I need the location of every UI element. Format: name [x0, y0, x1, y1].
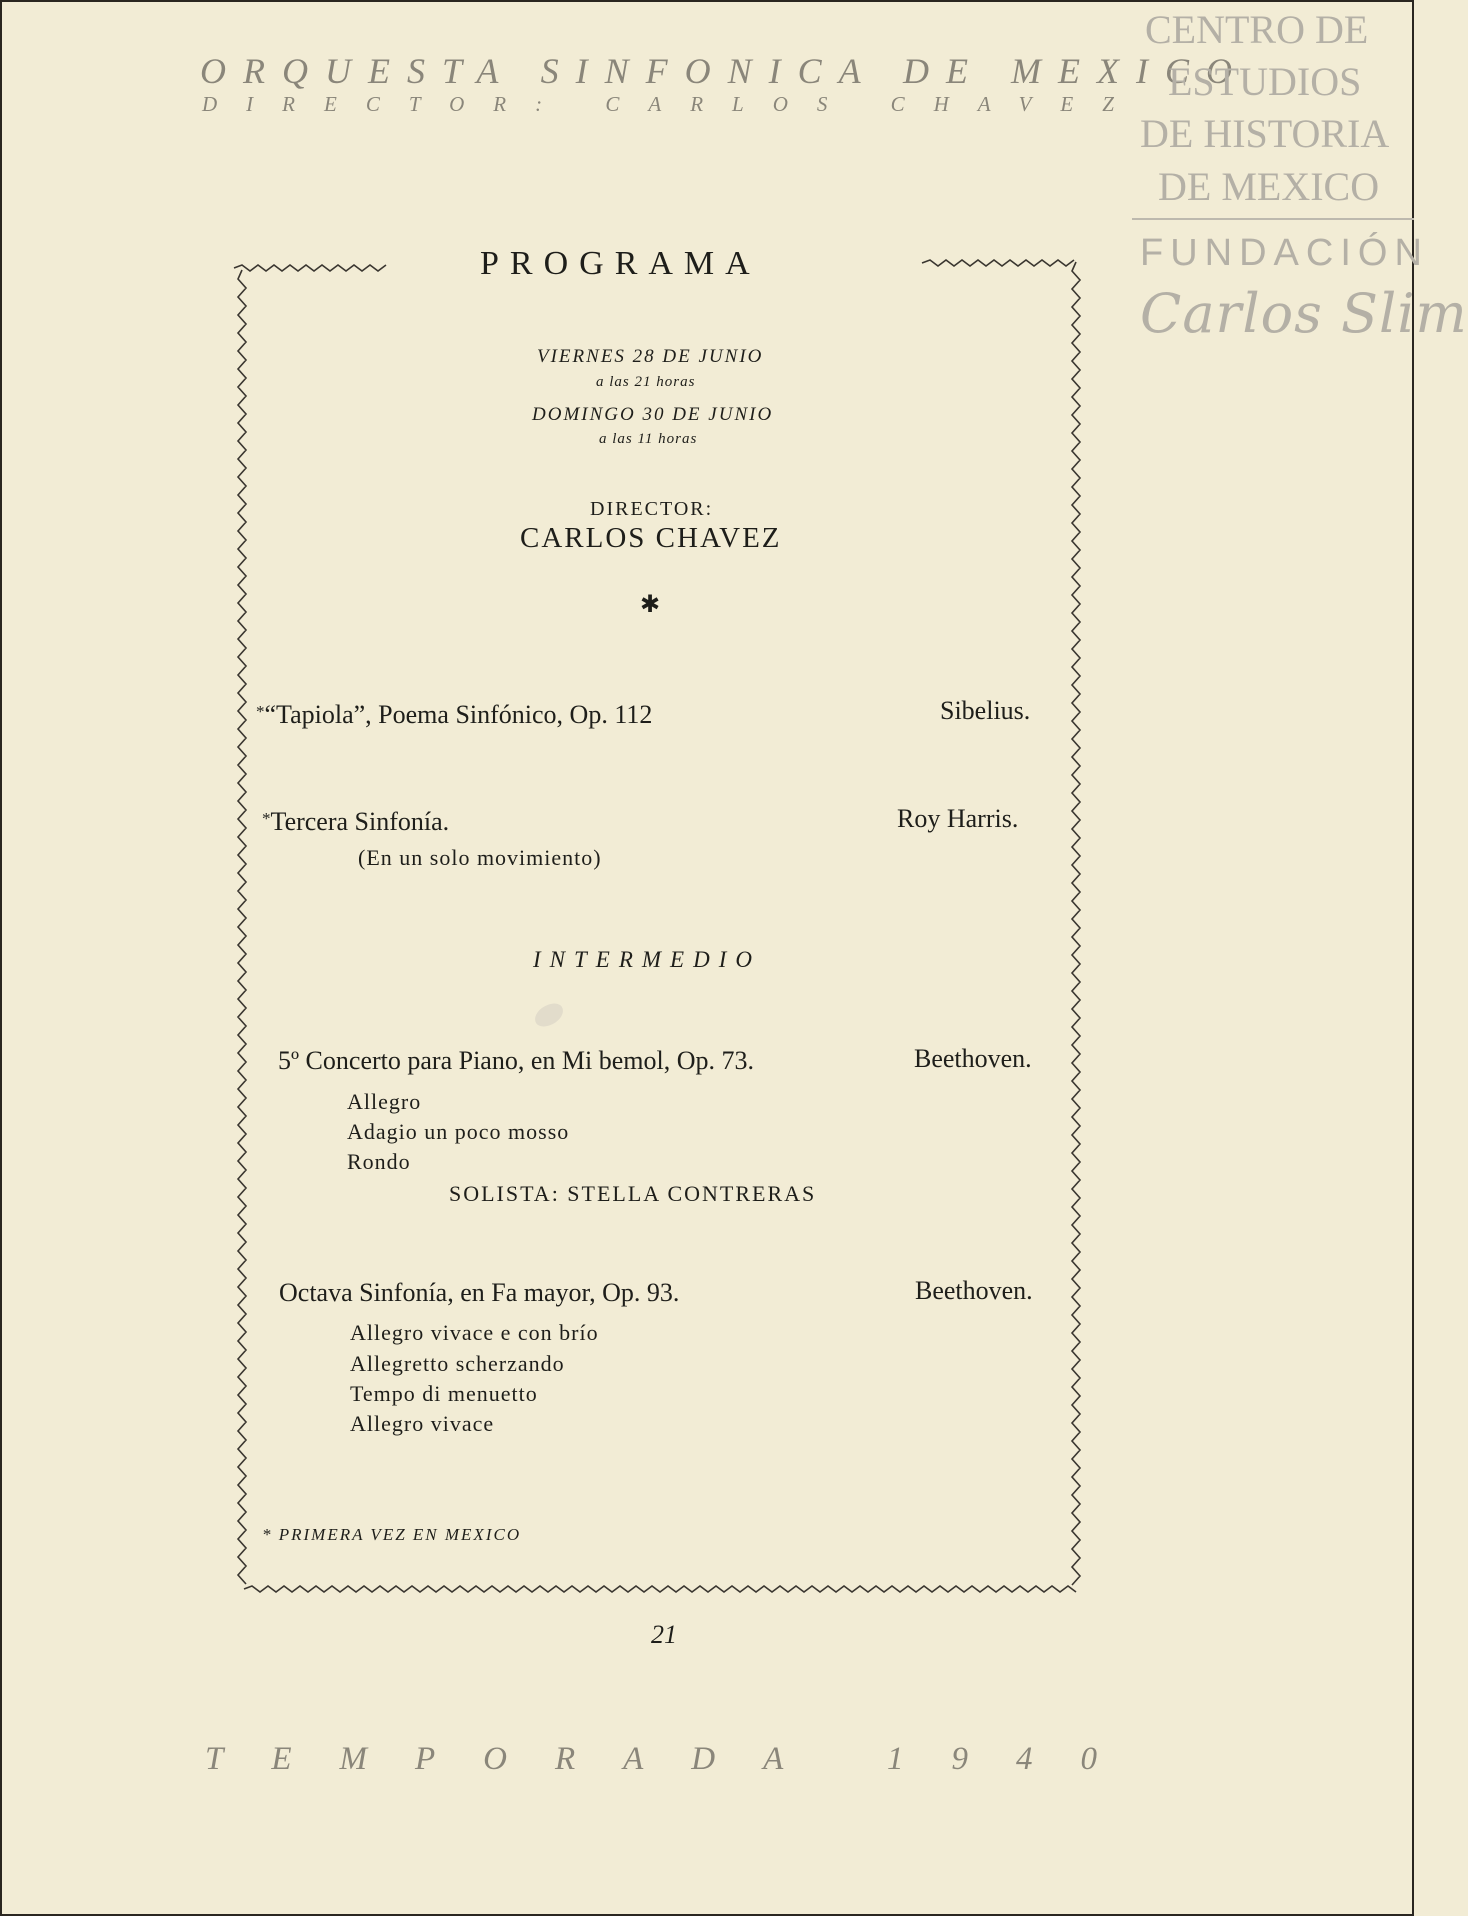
composer: Sibelius.	[940, 696, 1031, 725]
concert-date: VIERNES 28 DE JUNIO	[537, 346, 764, 367]
stamp-line: ESTUDIOS	[1168, 59, 1362, 104]
frame-right-squiggle	[1072, 262, 1080, 1585]
orchestra-title: ORQUESTA SINFONICA DE MEXICO	[200, 51, 1249, 91]
concert-time: a las 21 horas	[596, 374, 696, 390]
frame-left-squiggle	[238, 270, 246, 1584]
page-number: 21	[651, 1620, 677, 1649]
movement: Allegro	[347, 1089, 422, 1114]
movement: Allegro vivace	[350, 1411, 495, 1436]
movement: Tempo di menuetto	[350, 1381, 538, 1406]
stamp-line: DE MEXICO	[1158, 164, 1380, 209]
work-title-text: “Tapiola”, Poema Sinfónico, Op. 112	[264, 700, 653, 729]
work-title	[262, 807, 449, 837]
director-name: CARLOS CHAVEZ	[520, 522, 782, 554]
movement: Adagio un poco mosso	[347, 1119, 570, 1144]
movement: Allegretto scherzando	[350, 1351, 565, 1376]
work-title: Octava Sinfonía, en Fa mayor, Op. 93.	[279, 1278, 680, 1307]
premiere-mark: *	[256, 702, 265, 721]
work-title-text: Tercera Sinfonía.	[270, 807, 450, 836]
movement: Allegro vivace e con brío	[350, 1320, 599, 1345]
frame-top-right-squiggle	[922, 260, 1074, 266]
asterisk-ornament-icon: ✱	[640, 592, 661, 618]
season-footer: TEMPORADA 1940	[205, 1741, 1145, 1777]
soloist: SOLISTA: STELLA CONTRERAS	[449, 1181, 817, 1206]
movement: Rondo	[347, 1149, 411, 1174]
program-heading: PROGRAMA	[480, 245, 761, 282]
work-title: 5º Concerto para Piano, en Mi bemol, Op. 73.	[278, 1046, 754, 1075]
work-note: (En un solo movimiento)	[358, 845, 602, 870]
frame-top-left-squiggle	[234, 265, 386, 271]
stamp-line: DE HISTORIA	[1140, 111, 1390, 156]
intermission-label: INTERMEDIO	[533, 947, 761, 972]
premiere-footnote: * PRIMERA VEZ EN MEXICO	[262, 1525, 522, 1544]
concert-date: DOMINGO 30 DE JUNIO	[532, 404, 774, 425]
director-label: DIRECTOR:	[590, 498, 714, 520]
composer: Roy Harris.	[897, 804, 1019, 833]
composer: Beethoven.	[915, 1276, 1033, 1305]
stamp-line: FUNDACIÓN	[1140, 232, 1429, 274]
concert-time: a las 11 horas	[599, 431, 698, 447]
frame-bottom-squiggle	[244, 1586, 1076, 1592]
orchestra-director-line: DIRECTOR: CARLOS CHAVEZ	[202, 92, 1143, 116]
composer: Beethoven.	[914, 1044, 1032, 1073]
work-title	[256, 700, 652, 730]
stamp-line: CENTRO DE	[1145, 7, 1369, 52]
stamp-signature: Carlos Slim	[1140, 282, 1468, 345]
premiere-mark: *	[262, 809, 271, 828]
